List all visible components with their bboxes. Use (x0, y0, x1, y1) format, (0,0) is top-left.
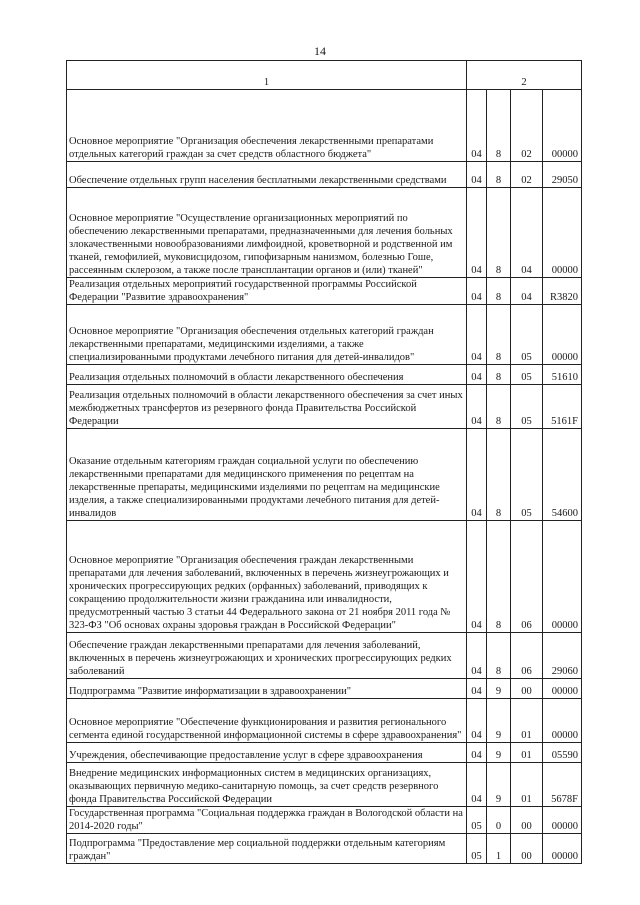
table-row (67, 633, 582, 679)
row-code-1: 04 (467, 763, 487, 807)
row-code-1: 04 (467, 162, 487, 188)
row-description: Основное мероприятие "Осуществление организационных мероприятий по обеспечению лекарственными препаратами, предназначенными для лечения больных злокачественными новообразованиями лимфоидной, кроветворной и родственной им тканей, гемофилией, муковисцидозом, гипофизарным нанизмом, болезнью Гоше, рассеянным склерозом, а также после трансплантации органов и (или) тканей" (67, 188, 467, 278)
row-code-3: 00 (511, 807, 543, 834)
column-2-header: 2 (467, 61, 582, 90)
row-code-4: R3820 (543, 278, 582, 305)
row-code-1: 04 (467, 305, 487, 365)
row-code-3: 05 (511, 305, 543, 365)
table-row (67, 834, 582, 864)
row-code-4: 00000 (543, 807, 582, 834)
table-row (67, 188, 582, 278)
table-row (67, 305, 582, 365)
page-number: 14 (314, 44, 326, 58)
row-code-2: 9 (487, 679, 511, 699)
table-body (67, 90, 582, 864)
row-code-2: 8 (487, 278, 511, 305)
row-code-1: 04 (467, 385, 487, 429)
row-code-3: 05 (511, 365, 543, 385)
table-row (67, 807, 582, 834)
table-row (67, 699, 582, 743)
row-code-2: 8 (487, 633, 511, 679)
row-description: Основное мероприятие "Обеспечение функционирования и развития регионального сегмента единой государственной информационной системы в сфере здравоохранения" (67, 699, 467, 743)
row-code-3: 05 (511, 429, 543, 521)
row-code-1: 04 (467, 633, 487, 679)
row-description: Подпрограмма "Предоставление мер социальной поддержки отдельным категориям граждан" (67, 834, 467, 864)
row-description: Обеспечение граждан лекарственными препаратами для лечения заболеваний, включенных в перечень жизнеугрожающих и хронических прогрессирующих редких заболеваний (67, 633, 467, 679)
row-code-2: 8 (487, 305, 511, 365)
row-code-2: 8 (487, 385, 511, 429)
row-code-2: 9 (487, 743, 511, 763)
row-code-1: 04 (467, 90, 487, 162)
table-row (67, 679, 582, 699)
row-code-3: 02 (511, 162, 543, 188)
row-code-4: 00000 (543, 188, 582, 278)
row-code-3: 00 (511, 834, 543, 864)
row-code-1: 04 (467, 278, 487, 305)
row-code-4: 00000 (543, 834, 582, 864)
table-row (67, 743, 582, 763)
row-description: Учреждения, обеспечивающие предоставление услуг в сфере здравоохранения (67, 743, 467, 763)
row-code-3: 04 (511, 278, 543, 305)
row-code-4: 00000 (543, 521, 582, 633)
row-code-2: 8 (487, 90, 511, 162)
row-code-3: 04 (511, 188, 543, 278)
table-header-row (67, 61, 582, 90)
row-code-4: 00000 (543, 699, 582, 743)
row-code-4: 29050 (543, 162, 582, 188)
table-row (67, 278, 582, 305)
row-code-2: 1 (487, 834, 511, 864)
row-code-4: 5678F (543, 763, 582, 807)
row-code-1: 04 (467, 429, 487, 521)
row-code-4: 00000 (543, 679, 582, 699)
row-code-4: 29060 (543, 633, 582, 679)
table-row (67, 521, 582, 633)
row-code-1: 04 (467, 699, 487, 743)
row-code-2: 8 (487, 365, 511, 385)
row-code-2: 9 (487, 763, 511, 807)
row-code-4: 00000 (543, 305, 582, 365)
row-description: Реализация отдельных полномочий в области лекарственного обеспечения (67, 365, 467, 385)
row-code-4: 00000 (543, 90, 582, 162)
row-code-1: 04 (467, 188, 487, 278)
row-code-2: 8 (487, 162, 511, 188)
row-description: Основное мероприятие "Организация обеспечения лекарственными препаратами отдельных категорий граждан за счет средств областного бюджета" (67, 90, 467, 162)
table-row (67, 162, 582, 188)
row-code-1: 04 (467, 365, 487, 385)
row-code-2: 8 (487, 188, 511, 278)
row-description: Внедрение медицинских информационных систем в медицинских организациях, оказывающих первичную медико-санитарную помощь, за счет средств резервного фонда Правительства Российской Федерации (67, 763, 467, 807)
row-description: Оказание отдельным категориям граждан социальной услуги по обеспечению лекарственными препаратами для медицинского применения по рецептам на лекарственные препараты, медицинскими изделиями по рецептам на медицинские изделия, а также специализированными продуктами лечебного питания для детей-инвалидов (67, 429, 467, 521)
table-row (67, 90, 582, 162)
row-code-4: 5161F (543, 385, 582, 429)
table-row (67, 763, 582, 807)
row-code-1: 04 (467, 521, 487, 633)
row-description: Реализация отдельных мероприятий государственной программы Российской Федерации "Развитие здравоохранения" (67, 278, 467, 305)
row-description: Подпрограмма "Развитие информатизации в здравоохранении" (67, 679, 467, 699)
row-code-2: 8 (487, 521, 511, 633)
row-code-4: 51610 (543, 365, 582, 385)
row-code-2: 0 (487, 807, 511, 834)
row-code-3: 00 (511, 679, 543, 699)
row-code-3: 02 (511, 90, 543, 162)
table-row (67, 429, 582, 521)
row-code-3: 06 (511, 633, 543, 679)
row-code-3: 01 (511, 743, 543, 763)
row-code-4: 54600 (543, 429, 582, 521)
row-description: Основное мероприятие "Организация обеспечения отдельных категорий граждан лекарственными препаратами, медицинскими изделиями, а также специализированными продуктами лечебного питания для детей-инвалидов" (67, 305, 467, 365)
row-description: Государственная программа "Социальная поддержка граждан в Вологодской области на 2014-2020 годы" (67, 807, 467, 834)
row-code-1: 05 (467, 807, 487, 834)
row-code-1: 04 (467, 679, 487, 699)
row-code-3: 01 (511, 763, 543, 807)
row-code-3: 06 (511, 521, 543, 633)
row-code-4: 05590 (543, 743, 582, 763)
table-row (67, 365, 582, 385)
row-description: Реализация отдельных полномочий в области лекарственного обеспечения за счет иных межбюджетных трансфертов из резервного фонда Правительства Российской Федерации (67, 385, 467, 429)
row-description: Основное мероприятие "Организация обеспечения граждан лекарственными препаратами для лечения заболеваний, включенных в перечень жизнеугрожающих и хронических прогрессирующих редких (орфанных) заболеваний, приводящих к сокращению продолжительности жизни гражданина или инвалидности, предусмотренный частью 3 статьи 44 Федерального закона от 21 ноября 2011 года № 323-ФЗ "Об основах охраны здоровья граждан в Российской Федерации" (67, 521, 467, 633)
row-code-2: 9 (487, 699, 511, 743)
row-code-3: 01 (511, 699, 543, 743)
row-code-3: 05 (511, 385, 543, 429)
table-row (67, 385, 582, 429)
row-code-1: 04 (467, 743, 487, 763)
column-1-header: 1 (67, 61, 467, 90)
budget-classification-table (66, 60, 582, 864)
row-description: Обеспечение отдельных групп населения бесплатными лекарственными средствами (67, 162, 467, 188)
row-code-1: 05 (467, 834, 487, 864)
row-code-2: 8 (487, 429, 511, 521)
